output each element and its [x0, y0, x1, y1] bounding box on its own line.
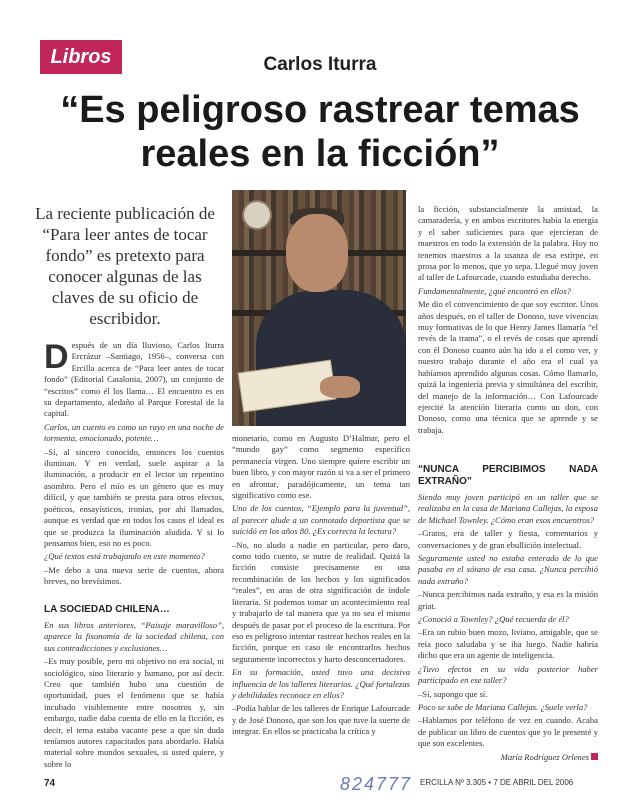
column-1-section: [44, 598, 224, 772]
paragraph: –Me debo a una nueva serie de cuentos, ahora breves, no brevísimos.: [44, 564, 224, 587]
paragraph: Me dio el convencimiento de que soy escritor. Unos años después, en el taller de Donoso, tuve vivencias muy formativas de lo que Henry James llamaría “el revés de la trama”, o el revés de cosas que aprendí con él Donoso cuanto aún ha ido a el como ver, y nuestro trabajo durante el año era el cual ya habíamos aprendido algunas cosas. Cómo llamarlo, quizá la ingeniería previa y simultánea del escribir, del manejo de la información… Con Lafourcade ejercité la atención literaria como un don, con Donoso, como una técnica que se aprende y se trabaja.: [418, 299, 598, 435]
person-head: [286, 214, 348, 292]
paragraph: la ficción, substancialmente la amistad, la camaradería, y en ambos escritores había la energía y el saber suficientes para que ejercieran de maestros en todo la extensión de la palabra. Hoy no tenemos maestros a la usanza de esa estirpe, en prosa por lo menos, que yo sepa. Llegué muy joven al taller de Lafourcade, cuando estudiaba derecho.: [418, 204, 598, 283]
author-photo: [232, 190, 406, 426]
question: Uno de los cuentos, “Ejemplo para la juventud”, al parecer alude a un connotado deportista que se suicidó en los años 80. ¿Es correcta la lectura?: [232, 503, 410, 537]
paragraph: monetario, como en Augusto D’Halmar, pero el “mundo gay” como segmento específico permanecía virgen. Uno siempre quiere escribir un buen libro, y con mayor razón si va a ser el primero en afrontar, paradójicamente, un tema tan significativo como ese.: [232, 433, 410, 501]
question: Seguramente usted no estaba enterado de lo que pasaba en el sótano de esa casa. ¿Nunca percibió nada extraño?: [418, 553, 598, 586]
headline: “Es peligroso rastrear temas reales en la ficción”: [60, 89, 580, 175]
column-3: [418, 204, 598, 438]
question: Siendo muy joven participó en un taller que se realizaba en la casa de Mariana Callejas, la esposa de Michael Townley. ¿Cómo eran esos encuentros?: [418, 492, 598, 525]
section-label: Libros: [50, 45, 112, 68]
column-1: [44, 340, 224, 590]
person-hand: [320, 376, 360, 398]
question: Carlos, un cuento es como un rayo en una noche de tormenta, emocionado, potente…: [44, 421, 224, 444]
byline: [418, 752, 598, 763]
question: En sus libros anteriores, “Paisaje maravilloso”, aparece la fisonomía de la sociedad chilena, con sus contradicciones y exclusiones…: [44, 620, 224, 653]
paragraph: –Nunca percibimos nada extraño, y esa es la misión griat.: [418, 589, 598, 611]
question: ¿Tuvo efectos en su vida posterior haber participado en ese taller?: [418, 663, 598, 686]
paragraph: –No, no aludo a nadie en particular, pero daro, como todo cuento, se nutre de realidad. Quizá la ficción consiste precisamente en una recombinación de los hechos y los significados “reales”, en aras de otra significación de índole literaria. Si podemos tomar un acontecimiento real y trabajarlo de tal manera que ya no sea el mismo después de pasar por el proceso de la escritura. Por eso es peligroso intentar rastrear hechos reales en la ficción, porque en caso de encontrarlos hechos seguramente incorrectos y harto desconcertadores.: [232, 539, 411, 664]
handwritten-stamp: 824777: [340, 774, 413, 794]
magazine-footer: ERCILLA Nº 3.305 • 7 DE ABRIL DEL 2006: [420, 778, 574, 787]
subhead: “NUNCA PERCIBIMOS NADA EXTRAÑO”: [418, 464, 598, 487]
author-name: Carlos Iturra: [263, 54, 377, 75]
question: Poco se sabe de Mariana Callejas. ¿Suele verla?: [418, 701, 588, 712]
paragraph: –Era un rubio buen mozo, liviano, amigable, que se reía poco saludaba y se iba luego. Nadie habría dicho que era un agente de inteligencia.: [418, 627, 598, 661]
paragraph: –Es muy posible, pero mi objetivo no era social, ni sociológico, sino literario y humano, por así decir. Creo que también hubo una cuestión de oportunidad, pues el fenómeno que se había incubado visiblemente entre nosotros y, sin embargo, nadie daba cuenta de ello en la ficción, es decir, el tema estaba vacante pese a que sin duda teníamos autores capacitados para abordarlo. Había material sobre mundos sexuales, si usted quiere, y sobre lo: [44, 656, 224, 769]
section-tab: [40, 40, 122, 74]
question: Fundamentalmente, ¿qué encontró en ellos?: [418, 285, 571, 296]
clock-icon: [242, 200, 272, 230]
column-2: [232, 433, 410, 740]
paragraph: –Podía hablar de los talleres de Enrique Lafourcade y de José Donoso, que son los que tuve la suerte de integrar. En ellos se practicaba la crítica y: [232, 703, 410, 737]
lead-paragraph: La reciente publicación de “Para leer antes de tocar fondo” es pretexto para conocer algunas de las claves de su oficio de escribidor.: [35, 204, 215, 328]
paragraph: –Gratos, era de taller y fiesta, comentarios y conversaciones y de gran ebullición intelectual.: [418, 528, 598, 550]
end-mark-icon: [591, 753, 598, 760]
question: ¿Qué textos está trabajando en este momento?: [44, 551, 205, 562]
question: ¿Conoció a Townley? ¿Qué recuerda de él?: [418, 614, 569, 625]
question: En su formación, usted tuvo una decisiva influencia de los talleres literarios. ¿Qué fortalezas y debilidades reconoce en ellos?: [232, 667, 410, 700]
paragraph: –Hablamos por teléfono de vez en cuando. Acaba de publicar un libro de cuentos que yo le presenté y que son excelentes.: [418, 715, 598, 749]
byline-name: María Rodríguez Orlenes: [500, 751, 589, 762]
page-number: 74: [44, 778, 56, 789]
paragraph: –Sí, al sincero conocido, entonces los cuentos iluminan. Y en verdad, suele aspirar a la iluminación, a producir en el lector un repentino asombro. Pero el mío es un género que es muy difícil, y que también se presta para otros efectos, poéticos, ensayísticos, ironías, por ahí llamados, aunque es verdad que en todos los casos el ideal es que se produzca la iluminación aludida. Y si lo pensamos bien, eso no es poco.: [44, 446, 224, 548]
column-3-section: [418, 458, 598, 765]
subhead: LA SOCIEDAD CHILENA…: [44, 604, 170, 615]
paragraph: –Sí, supongo que sí.: [418, 688, 488, 699]
paragraph: espués de un día lluvioso, Carlos Iturra Ercrázur –Santiago, 1956–, conversa con Ercilla acerca de “Para leer antes de tocar fondo” (Editorial Catalonia, 2007), un conjunto de “escritos” como él los llama… El encuentro es en su departamento, aledaño al Parque Forestal de la capital.: [44, 340, 224, 419]
dropcap: D: [44, 338, 69, 376]
